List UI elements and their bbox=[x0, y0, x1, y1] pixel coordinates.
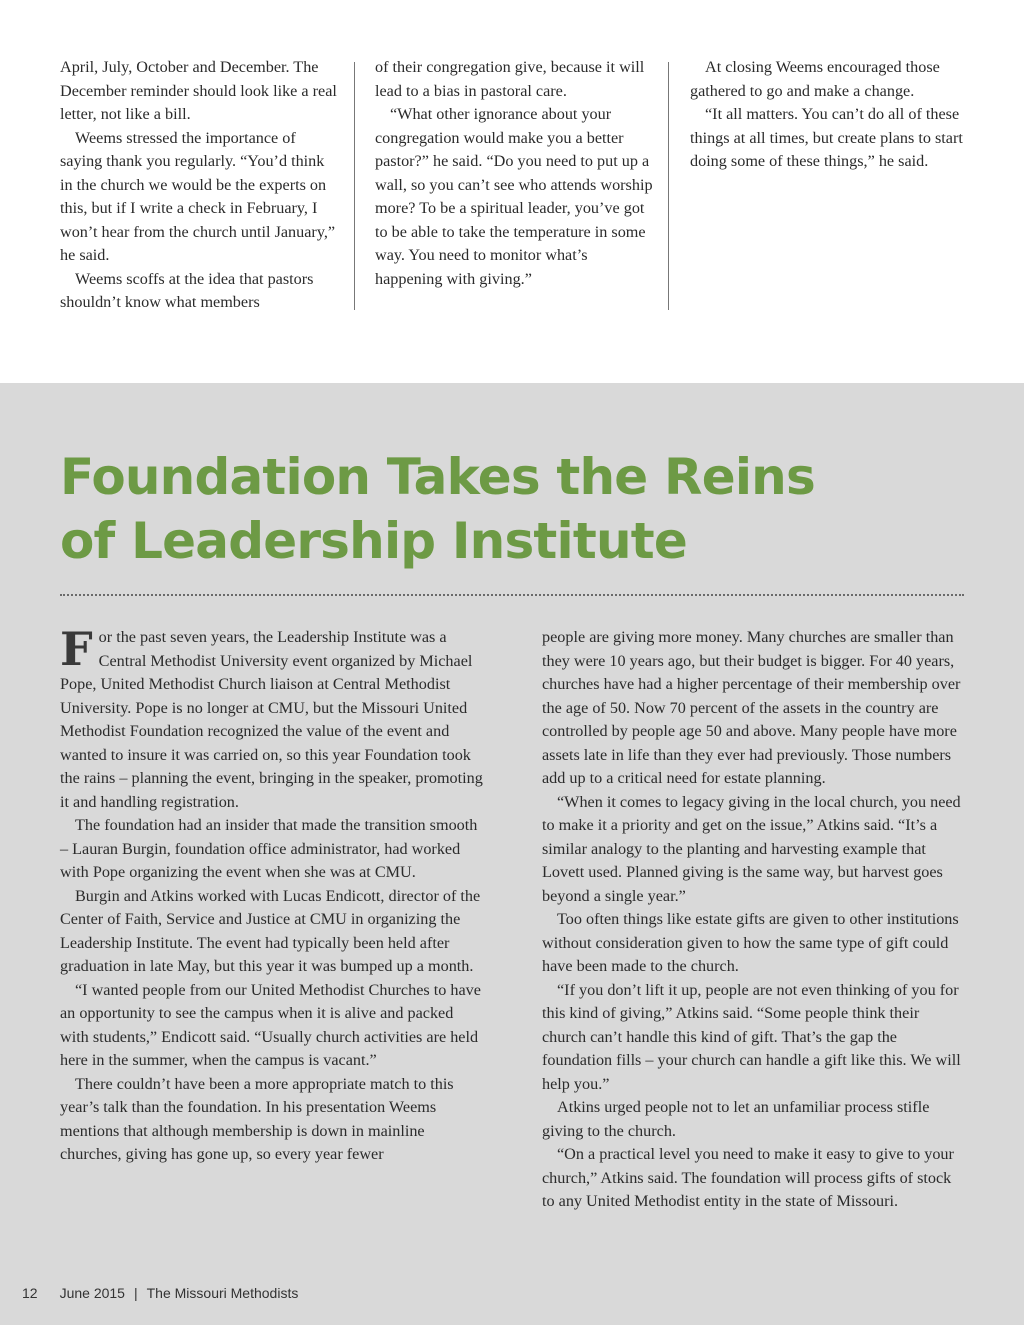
publication-name: The Missouri Methodists bbox=[146, 1285, 299, 1301]
paragraph: Too often things like estate gifts are given to other institutions without consideration given to how the same type of gift could have been made to the church. bbox=[542, 910, 959, 975]
paragraph: “If you don’t lift it up, people are not even thinking of you for this kind of giving,” Atkins said. “Some people think their church can’t handle this kind of gift. That’s the gap the foundation fills – your church can handle a gift like this. We will help you.” bbox=[542, 980, 961, 1093]
paragraph: The foundation had an insider that made the transition smooth – Lauran Burgin, foundation office administrator, had worked with Pope organizing the event when she was at CMU. bbox=[60, 816, 478, 881]
paragraph: At closing Weems encouraged those gathered to go and make a change. bbox=[690, 58, 940, 100]
paragraph: “When it comes to legacy giving in the local church, you need to make it a priority and get on the issue,” Atkins said. “It’s a similar analogy to the planting and harvesting example that Lovett used. Planned giving is the same way, but harvest goes beyond a single year.” bbox=[542, 792, 961, 905]
paragraph: “What other ignorance about your congregation would make you a better pastor?” he said. “Do you need to put up a wall, so you can’t see who attends worship more? To be a spiritual leader, you’ve got to be able to take the temperature in some way. You need to monitor what’s happening with giving.” bbox=[375, 105, 653, 288]
article-left-column bbox=[60, 622, 486, 1167]
article-headline bbox=[60, 445, 990, 573]
issue-date: June 2015 bbox=[59, 1285, 125, 1301]
top-column-2 bbox=[375, 56, 653, 291]
paragraph: of their congregation give, because it will lead to a bias in pastoral care. bbox=[375, 58, 645, 100]
column-divider bbox=[668, 62, 669, 310]
headline-line-2: of Leadership Institute bbox=[60, 512, 687, 570]
paragraph: “I wanted people from our United Methodist Churches to have an opportunity to see the campus when it is alive and packed with students,” Endicott said. “Usually church activities are held here in the summer, when the campus is vacant.” bbox=[60, 980, 481, 1069]
paragraph: April, July, October and December. The December reminder should look like a real letter, not like a bill. bbox=[60, 58, 337, 123]
footer-separator: | bbox=[133, 1285, 138, 1301]
article-right-column bbox=[542, 626, 967, 1214]
paragraph: people are giving more money. Many churches are smaller than they were 10 years ago, but their budget is bigger. For 40 years, churches have had a higher percentage of their membership over the age of 50. Now 70 percent of the assets in the country are controlled by people age 50 and above. Many people have more assets late in life than they ever had previously. Those numbers add up to a critical need for estate planning. bbox=[542, 628, 961, 787]
paragraph: For the past seven years, the Leadership Institute was a Central Methodist University event organized by Michael Pope, United Methodist Church liaison at Central Methodist University. Pope is no longer at CMU, but the Missouri United Methodist Foundation recognized the value of the event and wanted to insure it was carried on, so this year Foundation took the rains – planning the event, bringing in the speaker, promoting it and handling registration. bbox=[60, 622, 483, 811]
paragraph: There couldn’t have been a more appropriate match to this year’s talk than the foundation. In his presentation Weems mentions that although membership is down in mainline churches, giving has gone up, so every year fewer bbox=[60, 1074, 454, 1163]
headline-divider bbox=[60, 594, 964, 596]
headline-line-1: Foundation Takes the Reins bbox=[60, 448, 815, 506]
paragraph: Atkins urged people not to let an unfamiliar process stifle giving to the church. bbox=[542, 1098, 930, 1140]
page-footer bbox=[22, 1285, 298, 1301]
paragraph: “It all matters. You can’t do all of these things at all times, but create plans to start doing some of these things,” he said. bbox=[690, 105, 963, 170]
top-column-1 bbox=[60, 56, 338, 315]
top-column-3 bbox=[690, 56, 968, 174]
page-number: 12 bbox=[22, 1285, 38, 1301]
column-divider bbox=[354, 62, 355, 310]
paragraph: “On a practical level you need to make it easy to give to your church,” Atkins said. The foundation will process gifts of stock to any United Methodist entity in the state of Missouri. bbox=[542, 1145, 954, 1210]
drop-cap: F bbox=[60, 622, 93, 676]
paragraph: Weems stressed the importance of saying thank you regularly. “You’d think in the church we would be the experts on this, but if I write a check in February, I won’t hear from the church until January,” he said. bbox=[60, 128, 336, 264]
paragraph: Burgin and Atkins worked with Lucas Endicott, director of the Center of Faith, Service and Justice at CMU in organizing the Leadership Institute. The event had typically been held after graduation in late May, but this year it was bumped up a month. bbox=[60, 886, 481, 975]
paragraph: Weems scoffs at the idea that pastors shouldn’t know what members bbox=[60, 269, 314, 311]
